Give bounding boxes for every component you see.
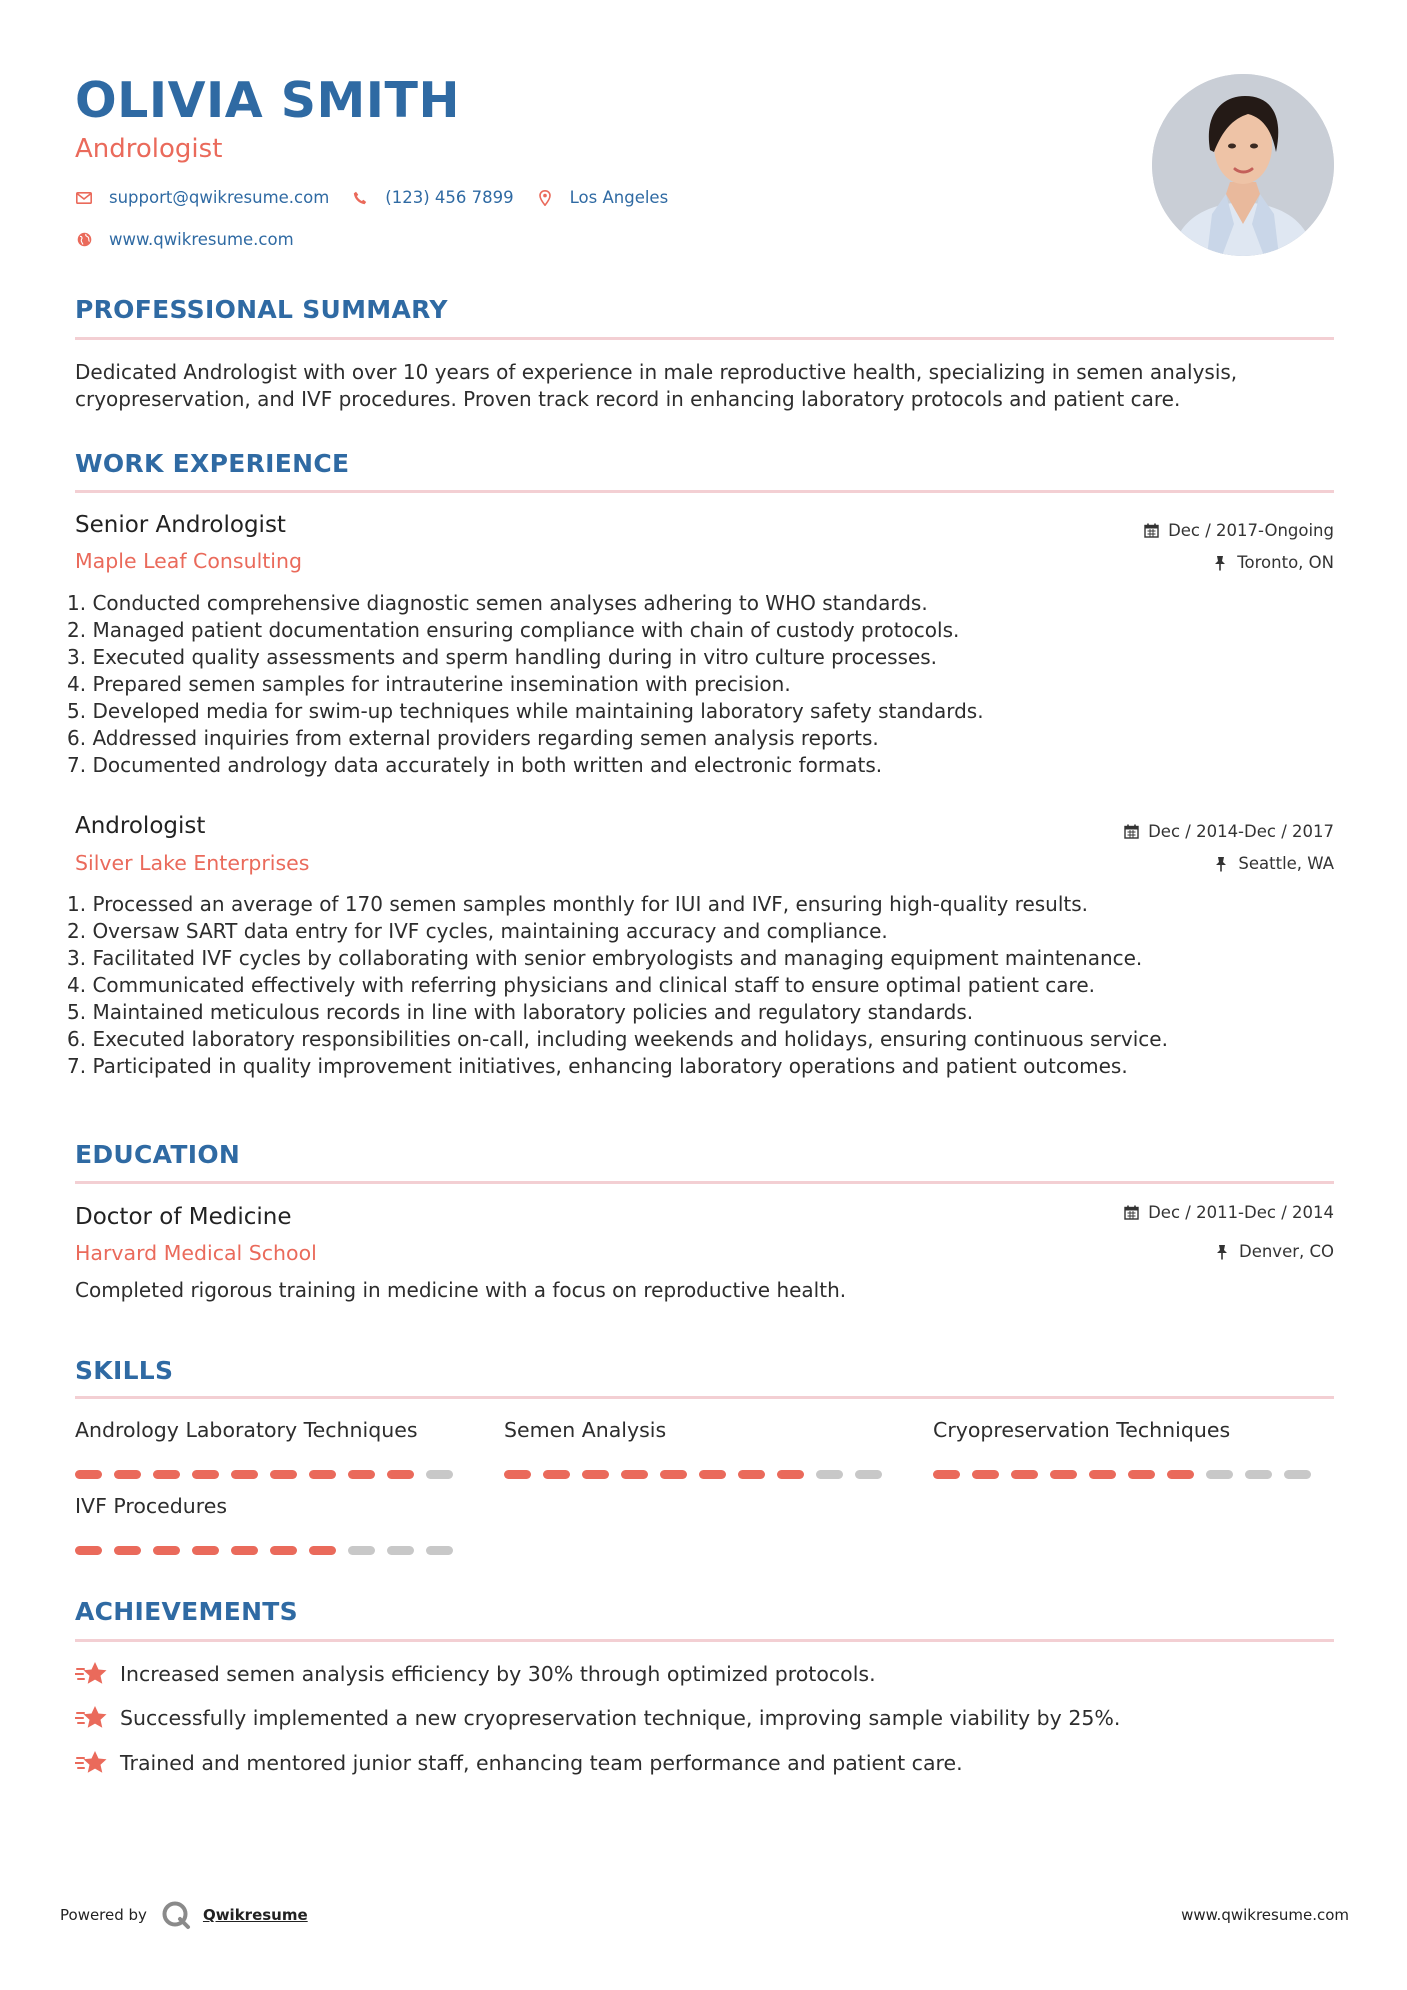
skill-rating bbox=[75, 1546, 465, 1555]
skill-dash-empty bbox=[387, 1546, 414, 1555]
skill-rating bbox=[933, 1470, 1323, 1479]
job-responsibilities bbox=[67, 891, 1337, 1080]
education-school: Harvard Medical School bbox=[75, 1241, 317, 1265]
email-text: support@qwikresume.com bbox=[109, 188, 330, 207]
footer-powered-by bbox=[60, 1900, 308, 1930]
achievement-item bbox=[75, 1704, 1120, 1732]
globe-icon bbox=[75, 231, 93, 249]
skill-dash-filled bbox=[660, 1470, 687, 1479]
star-icon bbox=[75, 1749, 108, 1777]
job-dates bbox=[1143, 521, 1334, 540]
section-divider bbox=[75, 1639, 1334, 1642]
section-divider bbox=[75, 1181, 1334, 1184]
skill-dash-filled bbox=[504, 1470, 531, 1479]
skill-dash-filled bbox=[1128, 1470, 1155, 1479]
job-location-text: Seattle, WA bbox=[1238, 854, 1334, 873]
brand-link[interactable]: Qwikresume bbox=[202, 1906, 308, 1924]
contact-email[interactable] bbox=[75, 188, 329, 207]
list-item: 6. Executed laboratory responsibilities on-call, including weekends and holidays, ensuring continuous service. bbox=[67, 1027, 1168, 1051]
star-icon bbox=[75, 1660, 108, 1688]
calendar-icon bbox=[1123, 824, 1139, 840]
summary-text: Dedicated Andrologist with over 10 years of experience in male reproductive health, specializing in semen analysis, cryopreservation, and IVF procedures. Proven track record in enhancing laboratory protocols and patient care. bbox=[75, 360, 1238, 411]
job-title: Senior Andrologist bbox=[75, 512, 286, 538]
profile-photo-image bbox=[1152, 74, 1334, 256]
calendar-icon bbox=[1143, 523, 1159, 539]
skill-name: Cryopreservation Techniques bbox=[933, 1418, 1231, 1442]
skill-name: Semen Analysis bbox=[504, 1418, 667, 1442]
skill-dash-empty bbox=[1284, 1470, 1311, 1479]
education-dates-text: Dec / 2011-Dec / 2014 bbox=[1148, 1203, 1334, 1222]
education-description: Completed rigorous training in medicine with a focus on reproductive health. bbox=[75, 1278, 847, 1302]
section-divider bbox=[75, 1396, 1334, 1399]
skill-dash-filled bbox=[114, 1470, 141, 1479]
phone-icon bbox=[351, 189, 369, 207]
list-item: 5. Maintained meticulous records in line with laboratory policies and regulatory standards. bbox=[67, 1000, 974, 1024]
job-responsibilities bbox=[67, 590, 1337, 779]
skill-dash-filled bbox=[192, 1470, 219, 1479]
skill-dash-filled bbox=[231, 1546, 258, 1555]
education-location-text: Denver, CO bbox=[1238, 1242, 1334, 1261]
job-location bbox=[1213, 854, 1334, 873]
education-heading: EDUCATION bbox=[75, 1140, 241, 1169]
pushpin-icon bbox=[1212, 555, 1228, 571]
skill-dash-empty bbox=[426, 1546, 453, 1555]
summary-heading: PROFESSIONAL SUMMARY bbox=[75, 295, 448, 324]
contact-row-2 bbox=[75, 230, 316, 249]
skill-dash-filled bbox=[738, 1470, 765, 1479]
job-location-text: Toronto, ON bbox=[1237, 553, 1334, 572]
list-item: 3. Facilitated IVF cycles by collaborating with senior embryologists and managing equipment maintenance. bbox=[67, 946, 1143, 970]
education-degree: Doctor of Medicine bbox=[75, 1204, 292, 1230]
skill-dash-filled bbox=[1167, 1470, 1194, 1479]
job-dates-text: Dec / 2017-Ongoing bbox=[1168, 521, 1334, 540]
skill-dash-filled bbox=[621, 1470, 648, 1479]
list-item: 4. Communicated effectively with referring physicians and clinical staff to ensure optimal patient care. bbox=[67, 973, 1095, 997]
contact-location bbox=[536, 188, 669, 207]
phone-text: (123) 456 7899 bbox=[385, 188, 514, 207]
skill-dash-filled bbox=[543, 1470, 570, 1479]
envelope-icon bbox=[75, 189, 93, 207]
achievement-item bbox=[75, 1660, 876, 1688]
powered-by-label: Powered by bbox=[60, 1906, 147, 1924]
skill-dash-filled bbox=[270, 1470, 297, 1479]
pushpin-icon bbox=[1213, 856, 1229, 872]
section-divider bbox=[75, 337, 1334, 340]
skill-dash-filled bbox=[153, 1470, 180, 1479]
skill-item bbox=[504, 1418, 884, 1442]
skill-name: IVF Procedures bbox=[75, 1494, 228, 1518]
achievement-text: Trained and mentored junior staff, enhancing team performance and patient care. bbox=[120, 1751, 963, 1775]
skills-heading: SKILLS bbox=[75, 1356, 174, 1385]
skill-item bbox=[75, 1494, 455, 1518]
skill-dash-filled bbox=[582, 1470, 609, 1479]
achievements-heading: ACHIEVEMENTS bbox=[75, 1597, 298, 1626]
skill-dash-empty bbox=[1245, 1470, 1272, 1479]
pushpin-icon bbox=[1214, 1244, 1230, 1260]
achievement-text: Successfully implemented a new cryopreservation technique, improving sample viability by 25%. bbox=[120, 1706, 1121, 1730]
star-icon bbox=[75, 1704, 108, 1732]
skill-dash-filled bbox=[348, 1470, 375, 1479]
skill-dash-empty bbox=[855, 1470, 882, 1479]
contact-website[interactable] bbox=[75, 230, 294, 249]
candidate-title: Andrologist bbox=[75, 134, 223, 164]
skill-dash-filled bbox=[75, 1470, 102, 1479]
list-item: 6. Addressed inquiries from external providers regarding semen analysis reports. bbox=[67, 726, 879, 750]
skill-dash-filled bbox=[777, 1470, 804, 1479]
skill-dash-filled bbox=[75, 1546, 102, 1555]
skill-dash-filled bbox=[153, 1546, 180, 1555]
skill-dash-filled bbox=[1011, 1470, 1038, 1479]
experience-heading: WORK EXPERIENCE bbox=[75, 449, 350, 478]
profile-photo bbox=[1152, 74, 1334, 256]
skill-dash-empty bbox=[426, 1470, 453, 1479]
qwikresume-logo-icon bbox=[161, 1900, 191, 1930]
skill-dash-filled bbox=[699, 1470, 726, 1479]
section-divider bbox=[75, 490, 1334, 493]
job-title: Andrologist bbox=[75, 813, 206, 839]
website-text: www.qwikresume.com bbox=[109, 230, 294, 249]
skill-dash-filled bbox=[270, 1546, 297, 1555]
list-item: 1. Conducted comprehensive diagnostic semen analyses adhering to WHO standards. bbox=[67, 591, 928, 615]
contact-row-1 bbox=[75, 188, 690, 207]
skill-item bbox=[75, 1418, 455, 1442]
skill-item bbox=[933, 1418, 1313, 1442]
job-company: Silver Lake Enterprises bbox=[75, 851, 310, 875]
list-item: 5. Developed media for swim-up techniques while maintaining laboratory safety standards. bbox=[67, 699, 984, 723]
job-dates bbox=[1123, 822, 1334, 841]
list-item: 2. Managed patient documentation ensuring compliance with chain of custody protocols. bbox=[67, 618, 960, 642]
skill-dash-filled bbox=[972, 1470, 999, 1479]
skill-dash-filled bbox=[231, 1470, 258, 1479]
skill-dash-filled bbox=[114, 1546, 141, 1555]
skill-dash-filled bbox=[1089, 1470, 1116, 1479]
job-location bbox=[1212, 553, 1334, 572]
list-item: 7. Participated in quality improvement initiatives, enhancing laboratory operations and patient outcomes. bbox=[67, 1054, 1128, 1078]
list-item: 2. Oversaw SART data entry for IVF cycles, maintaining accuracy and compliance. bbox=[67, 919, 888, 943]
skill-name: Andrology Laboratory Techniques bbox=[75, 1418, 418, 1442]
skill-dash-filled bbox=[309, 1546, 336, 1555]
skill-dash-filled bbox=[387, 1470, 414, 1479]
list-item: 1. Processed an average of 170 semen samples monthly for IUI and IVF, ensuring high-quality results. bbox=[67, 892, 1089, 916]
skill-dash-filled bbox=[192, 1546, 219, 1555]
skill-rating bbox=[75, 1470, 465, 1479]
job-dates-text: Dec / 2014-Dec / 2017 bbox=[1148, 822, 1334, 841]
achievement-text: Increased semen analysis efficiency by 30% through optimized protocols. bbox=[120, 1662, 876, 1686]
skill-rating bbox=[504, 1470, 894, 1479]
achievement-item bbox=[75, 1749, 963, 1777]
job-company: Maple Leaf Consulting bbox=[75, 549, 303, 573]
skill-dash-empty bbox=[348, 1546, 375, 1555]
skill-dash-filled bbox=[1050, 1470, 1077, 1479]
education-location bbox=[1214, 1242, 1334, 1261]
skill-dash-filled bbox=[309, 1470, 336, 1479]
location-text: Los Angeles bbox=[569, 188, 669, 207]
list-item: 4. Prepared semen samples for intrauterine insemination with precision. bbox=[67, 672, 791, 696]
footer-website-link[interactable]: www.qwikresume.com bbox=[1181, 1906, 1349, 1924]
candidate-name: OLIVIA SMITH bbox=[75, 72, 460, 129]
skill-dash-filled bbox=[933, 1470, 960, 1479]
contact-phone[interactable] bbox=[351, 188, 513, 207]
skill-dash-empty bbox=[1206, 1470, 1233, 1479]
education-dates bbox=[1123, 1203, 1334, 1222]
map-pin-icon bbox=[536, 189, 554, 207]
calendar-icon bbox=[1123, 1205, 1139, 1221]
list-item: 7. Documented andrology data accurately in both written and electronic formats. bbox=[67, 753, 883, 777]
list-item: 3. Executed quality assessments and sperm handling during in vitro culture processes. bbox=[67, 645, 938, 669]
skill-dash-empty bbox=[816, 1470, 843, 1479]
